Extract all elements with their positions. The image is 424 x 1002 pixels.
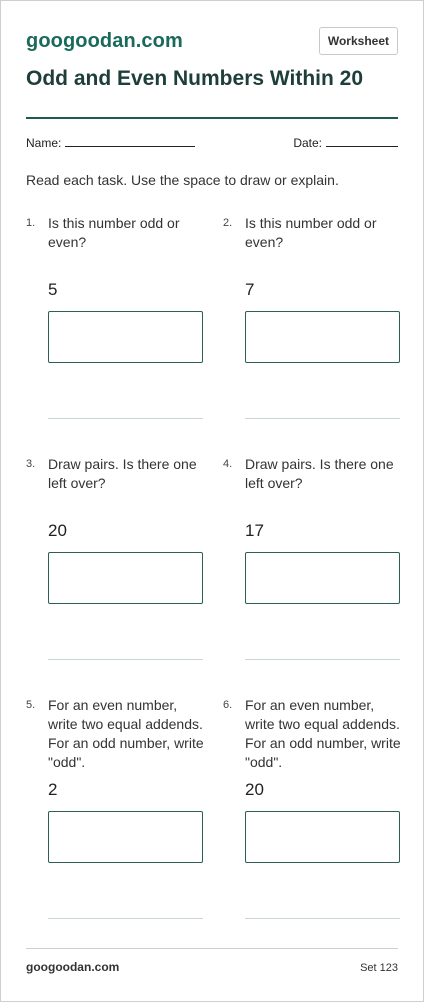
name-label: Name:: [26, 136, 62, 150]
work-line: [245, 418, 400, 419]
worksheet-badge: Worksheet: [319, 27, 398, 55]
brand-logo-text[interactable]: googoodan.com: [26, 30, 183, 52]
task-number-value: 17: [245, 521, 264, 540]
task-number-value: 5: [48, 280, 58, 299]
answer-box[interactable]: [245, 811, 400, 863]
task-prompt: For an even number, write two equal addends. For an odd number, write "odd".: [245, 697, 401, 770]
instructions-text: Read each task. Use the space to draw or explain.: [26, 172, 339, 188]
task-number-value: 20: [48, 521, 67, 540]
page-title: Odd and Even Numbers Within 20: [26, 67, 364, 90]
date-label: Date:: [293, 136, 322, 150]
answer-box[interactable]: [48, 811, 203, 863]
task-number: 4.: [223, 458, 233, 470]
task-prompt: For an even number, write two equal addends. For an odd number, write "odd".: [48, 697, 204, 770]
task-prompt: Draw pairs. Is there one left over?: [245, 456, 394, 491]
answer-box[interactable]: [245, 552, 400, 604]
answer-box[interactable]: [48, 311, 203, 363]
footer-set-label: Set 123: [360, 962, 398, 974]
task-number: 5.: [26, 699, 36, 711]
task-number: 3.: [26, 458, 36, 470]
name-blank-line: [65, 134, 195, 147]
task-prompt: Is this number odd or even?: [245, 215, 377, 250]
task-prompt: Draw pairs. Is there one left over?: [48, 456, 197, 491]
name-field: [26, 134, 195, 150]
task-number: 6.: [223, 699, 233, 711]
task-prompt: Is this number odd or even?: [48, 215, 180, 250]
answer-box[interactable]: [48, 552, 203, 604]
work-line: [245, 918, 400, 919]
name-date-row: [26, 134, 398, 154]
task-number: 1.: [26, 217, 36, 229]
work-line: [48, 659, 203, 660]
work-line: [48, 418, 203, 419]
footer-brand[interactable]: googoodan.com: [26, 960, 120, 974]
answer-box[interactable]: [245, 311, 400, 363]
work-line: [48, 918, 203, 919]
task-number-value: 20: [245, 780, 264, 799]
task-number-value: 2: [48, 780, 58, 799]
date-field: [293, 134, 398, 150]
task-number-value: 7: [245, 280, 255, 299]
date-blank-line: [326, 134, 398, 147]
worksheet-footer: [26, 948, 398, 989]
task-number: 2.: [223, 217, 233, 229]
worksheet-header: [26, 1, 398, 119]
work-line: [245, 659, 400, 660]
